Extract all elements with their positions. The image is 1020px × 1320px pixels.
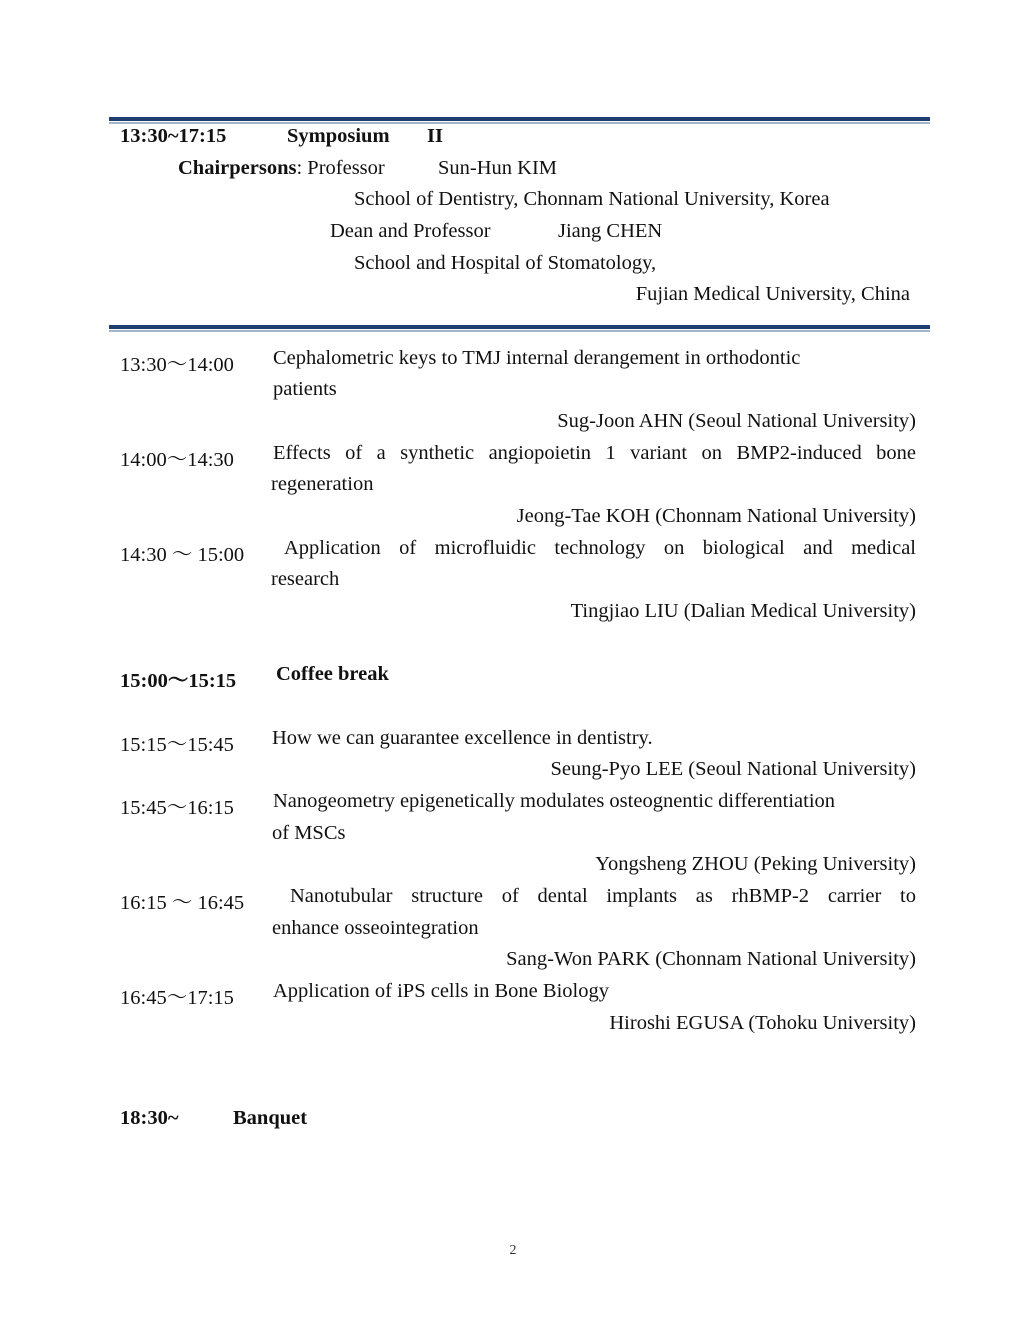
symposium-numeral: II [427, 125, 443, 147]
talk-time: 15:45～16:15 [120, 797, 234, 819]
coffee-break-label: Coffee break [276, 663, 389, 685]
banquet-label: Banquet [233, 1107, 308, 1129]
talk-title-line1: Nanotubular structure of dental implants as rhBMP-2 carrier to [290, 885, 916, 907]
talk-time: 13:30～14:00 [120, 354, 234, 376]
chair2-affiliation-1: School and Hospital of Stomatology, [354, 252, 657, 274]
chair2-role: Dean and Professor [330, 220, 491, 242]
chair1-affiliation: School of Dentistry, Chonnam National University, Korea [354, 188, 830, 210]
talk-time: 16:45～17:15 [120, 987, 234, 1009]
chair1-role: : Professor [296, 157, 385, 179]
talk-speaker: Hiroshi EGUSA (Tohoku University) [609, 1012, 916, 1034]
talk-time: 14:30 ～ 15:00 [120, 544, 245, 566]
chairpersons-line [178, 157, 385, 180]
section-rule [109, 325, 930, 332]
talk-title-line2: of MSCs [272, 822, 346, 844]
talk-title-line1: Effects of a synthetic angiopoietin 1 variant on BMP2-induced bone [273, 442, 916, 464]
talk-title-line1: Cephalometric keys to TMJ internal derangement in orthodontic [273, 347, 801, 369]
chairpersons-label: Chairpersons [178, 157, 297, 179]
chair1-name: Sun-Hun KIM [438, 157, 558, 179]
top-rule [109, 117, 930, 124]
banquet-time: 18:30~ [120, 1107, 179, 1129]
talk-time: 14:00～14:30 [120, 449, 234, 471]
talk-speaker: Seung-Pyo LEE (Seoul National University) [550, 758, 916, 780]
talk-title-line1: How we can guarantee excellence in dentistry. [272, 727, 653, 749]
symposium-title: Symposium [287, 125, 390, 147]
page-number: 2 [509, 1243, 517, 1258]
coffee-break-time: 15:00～15:15 [120, 670, 237, 692]
talk-speaker: Yongsheng ZHOU (Peking University) [595, 853, 916, 875]
talk-speaker: Sug-Joon AHN (Seoul National University) [557, 410, 916, 432]
talk-title-line2: enhance osseointegration [272, 917, 479, 939]
talk-title-line1: Application of iPS cells in Bone Biology [273, 980, 609, 1002]
talk-time: 16:15 ～ 16:45 [120, 892, 245, 914]
talk-title-line1: Application of microfluidic technology on biological and medical [284, 537, 916, 559]
talk-title-line2: regeneration [271, 473, 374, 495]
talk-speaker: Sang-Won PARK (Chonnam National University) [506, 948, 916, 970]
talk-title-line1: Nanogeometry epigenetically modulates osteognentic differentiation [273, 790, 836, 812]
talk-title-line2: research [271, 568, 340, 590]
talk-speaker: Tingjiao LIU (Dalian Medical University) [570, 600, 916, 622]
chair2-affiliation-2: Fujian Medical University, China [635, 283, 910, 305]
chair2-name: Jiang CHEN [558, 220, 663, 242]
talk-speaker: Jeong-Tae KOH (Chonnam National University) [516, 505, 916, 527]
symposium-time: 13:30~17:15 [120, 125, 227, 147]
talk-title-line2: patients [273, 378, 337, 400]
talk-time: 15:15～15:45 [120, 734, 234, 756]
